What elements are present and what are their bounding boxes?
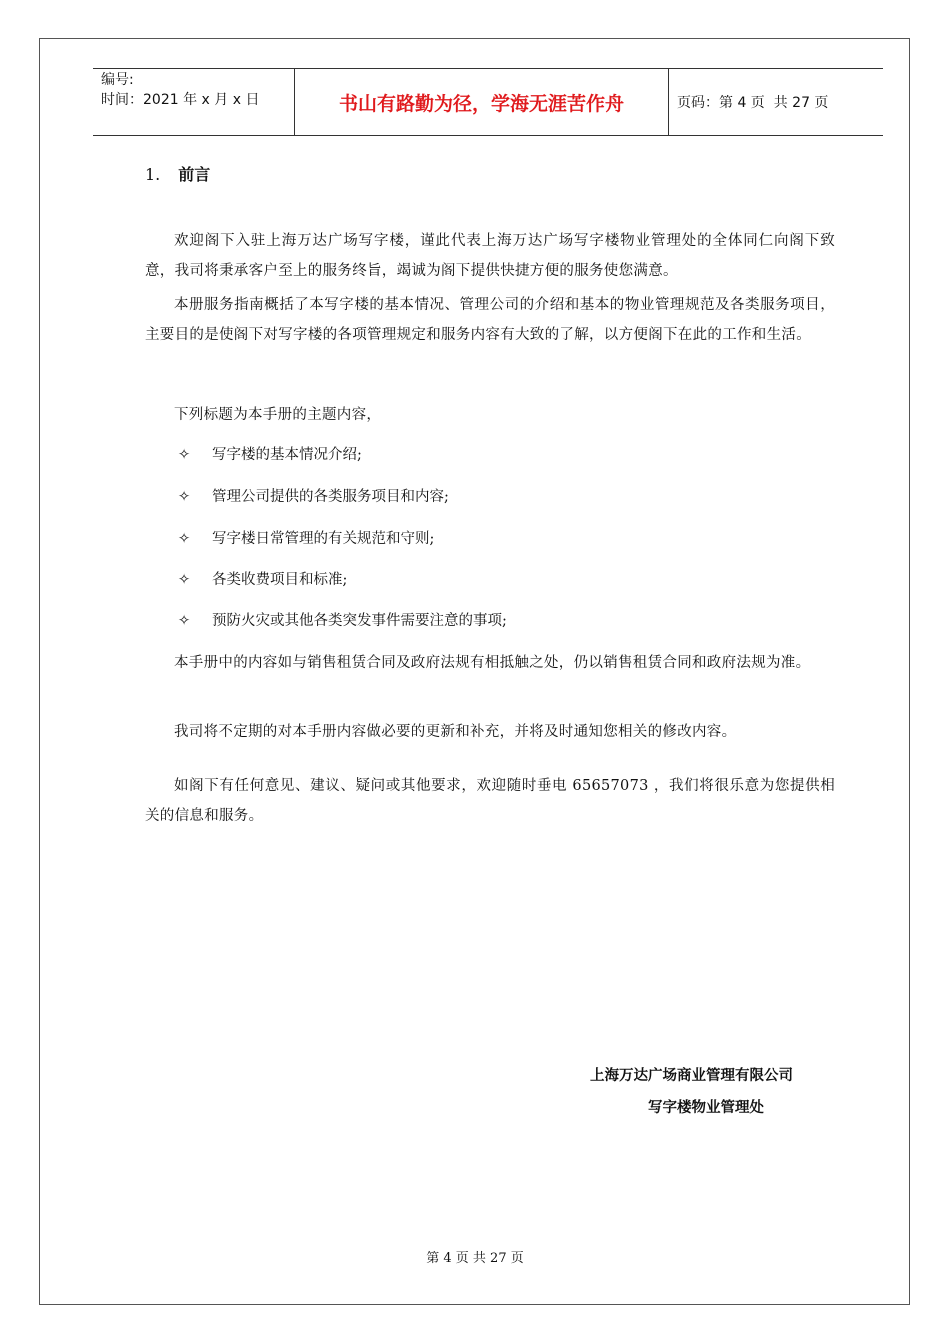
bullet-diamond-icon: ✧ bbox=[178, 572, 191, 588]
bullet-diamond-icon: ✧ bbox=[178, 613, 191, 629]
bullet-diamond-icon: ✧ bbox=[178, 531, 191, 547]
signature-company: 上海万达广场商业管理有限公司 bbox=[590, 1068, 793, 1084]
list-item-text: 写字楼的基本情况介绍; bbox=[212, 447, 362, 463]
page-info-text: 页码：第 4 页 共 27 页 bbox=[677, 95, 829, 111]
paragraph-topics-intro: 下列标题为本手册的主题内容， bbox=[174, 407, 382, 423]
section-number: 1. bbox=[145, 165, 161, 184]
paragraph-contact: 如阁下有任何意见、建议、疑问或其他要求，欢迎随时垂电 65657073 ，我们将很乐意为您提供相关的信息和服务。 bbox=[145, 778, 835, 824]
list-item bbox=[178, 482, 449, 512]
time-label: 时间：2021 年 x 月 x 日 bbox=[101, 92, 260, 108]
list-item-text: 管理公司提供的各类服务项目和内容; bbox=[212, 489, 449, 505]
paragraph-welcome: 欢迎阁下入驻上海万达广场写字楼，谨此代表上海万达广场写字楼物业管理处的全体同仁向阁下致意，我司将秉承客户至上的服务终旨，竭诚为阁下提供快捷方便的服务使您满意。 bbox=[145, 233, 835, 279]
header-meta bbox=[93, 69, 295, 135]
paragraph-precedence: 本手册中的内容如与销售租赁合同及政府法规有相抵触之处，仍以销售租赁合同和政府法规为准。 bbox=[174, 655, 811, 671]
bullet-diamond-icon: ✧ bbox=[178, 447, 191, 463]
page-footer: 第 4 页 共 27 页 bbox=[426, 1251, 524, 1266]
list-item bbox=[178, 606, 507, 636]
document-header bbox=[93, 68, 883, 136]
header-motto: 书山有路勤为径，学海无涯苦作舟 bbox=[295, 69, 669, 135]
list-item bbox=[178, 440, 362, 470]
signature-department: 写字楼物业管理处 bbox=[648, 1100, 764, 1116]
list-item-text: 预防火灾或其他各类突发事件需要注意的事项; bbox=[212, 613, 507, 629]
bullet-diamond-icon: ✧ bbox=[178, 489, 191, 505]
list-item bbox=[178, 524, 434, 554]
number-label: 编号: bbox=[101, 72, 134, 88]
paragraph-summary: 本册服务指南概括了本写字楼的基本情况、管理公司的介绍和基本的物业管理规范及各类服务项目，主要目的是使阁下对写字楼的各项管理规定和服务内容有大致的了解，以方便阁下在此的工作和生活。 bbox=[145, 297, 835, 343]
list-item-text: 各类收费项目和标准; bbox=[212, 572, 348, 588]
list-item bbox=[178, 565, 347, 595]
list-item-text: 写字楼日常管理的有关规范和守则; bbox=[212, 531, 435, 547]
paragraph-updates: 我司将不定期的对本手册内容做必要的更新和补充，并将及时通知您相关的修改内容。 bbox=[174, 724, 737, 740]
header-page-info bbox=[669, 69, 883, 135]
section-heading bbox=[145, 162, 210, 185]
section-title: 前言 bbox=[178, 165, 211, 184]
